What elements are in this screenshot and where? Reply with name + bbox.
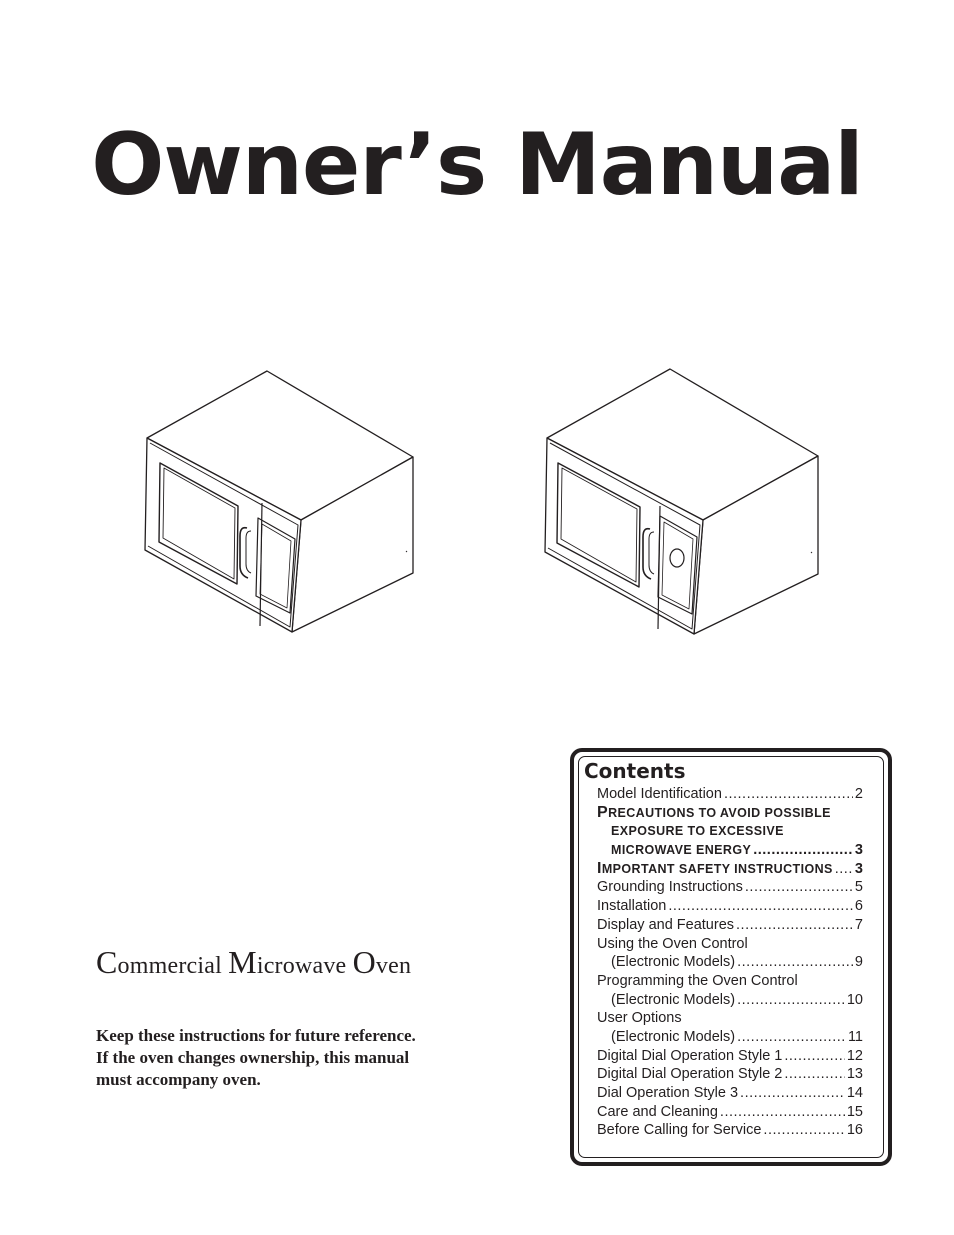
table-of-contents (597, 785, 863, 1140)
retention-notice-line: must accompany oven. (96, 1070, 261, 1089)
retention-notice (96, 1025, 416, 1091)
toc-entry-user-options-line1[interactable]: User Options (597, 1010, 682, 1027)
toc-entry-precautions-line2[interactable]: EXPOSURE TO EXCESSIVE (611, 824, 784, 839)
retention-notice-line: If the oven changes ownership, this manual (96, 1048, 410, 1067)
toc-entry-using-control-line2[interactable]: (Electronic Models) ..... 9 (597, 953, 863, 972)
toc-entry-model-identification[interactable]: Model Identification ..... 2 (597, 785, 863, 804)
toc-entry-using-control-line1[interactable]: Using the Oven Control (597, 935, 748, 952)
toc-entry-programming-line2[interactable]: (Electronic Models) ..... 10 (597, 991, 863, 1010)
toc-entry-digital-dial-2[interactable]: Digital Dial Operation Style 2 ..... 13 (597, 1065, 863, 1084)
toc-entry-installation[interactable]: Installation ..... 6 (597, 897, 863, 916)
toc-entry-precautions-line3[interactable]: MICROWAVE ENERGY ..... 3 (597, 841, 863, 860)
microwave-dial-illustration (540, 366, 825, 638)
product-subtitle: Commercial Microwave Oven (96, 944, 412, 980)
page-title: Owner’s Manual (91, 115, 863, 215)
toc-entry-important-safety[interactable]: IMPORTANT SAFETY INSTRUCTIONS ..... 3 (597, 860, 863, 879)
retention-notice-line: Keep these instructions for future reference. (96, 1026, 416, 1045)
toc-entry-dial-3[interactable]: Dial Operation Style 3 ..... 14 (597, 1084, 863, 1103)
microwave-electronic-illustration (140, 368, 420, 636)
toc-entry-before-service[interactable]: Before Calling for Service ..... 16 (597, 1121, 863, 1140)
toc-entry-programming-line1[interactable]: Programming the Oven Control (597, 972, 798, 989)
toc-entry-precautions-line1[interactable]: PRECAUTIONS TO AVOID POSSIBLE (597, 803, 831, 821)
toc-entry-care-cleaning[interactable]: Care and Cleaning ..... 15 (597, 1103, 863, 1122)
contents-box (570, 748, 892, 1166)
toc-entry-display-features[interactable]: Display and Features ..... 7 (597, 916, 863, 935)
toc-entry-grounding[interactable]: Grounding Instructions ..... 5 (597, 878, 863, 897)
toc-entry-digital-dial-1[interactable]: Digital Dial Operation Style 1 ..... 12 (597, 1047, 863, 1066)
toc-entry-user-options-line2[interactable]: (Electronic Models) ..... 11 (597, 1028, 863, 1047)
contents-heading: Contents (584, 759, 686, 783)
